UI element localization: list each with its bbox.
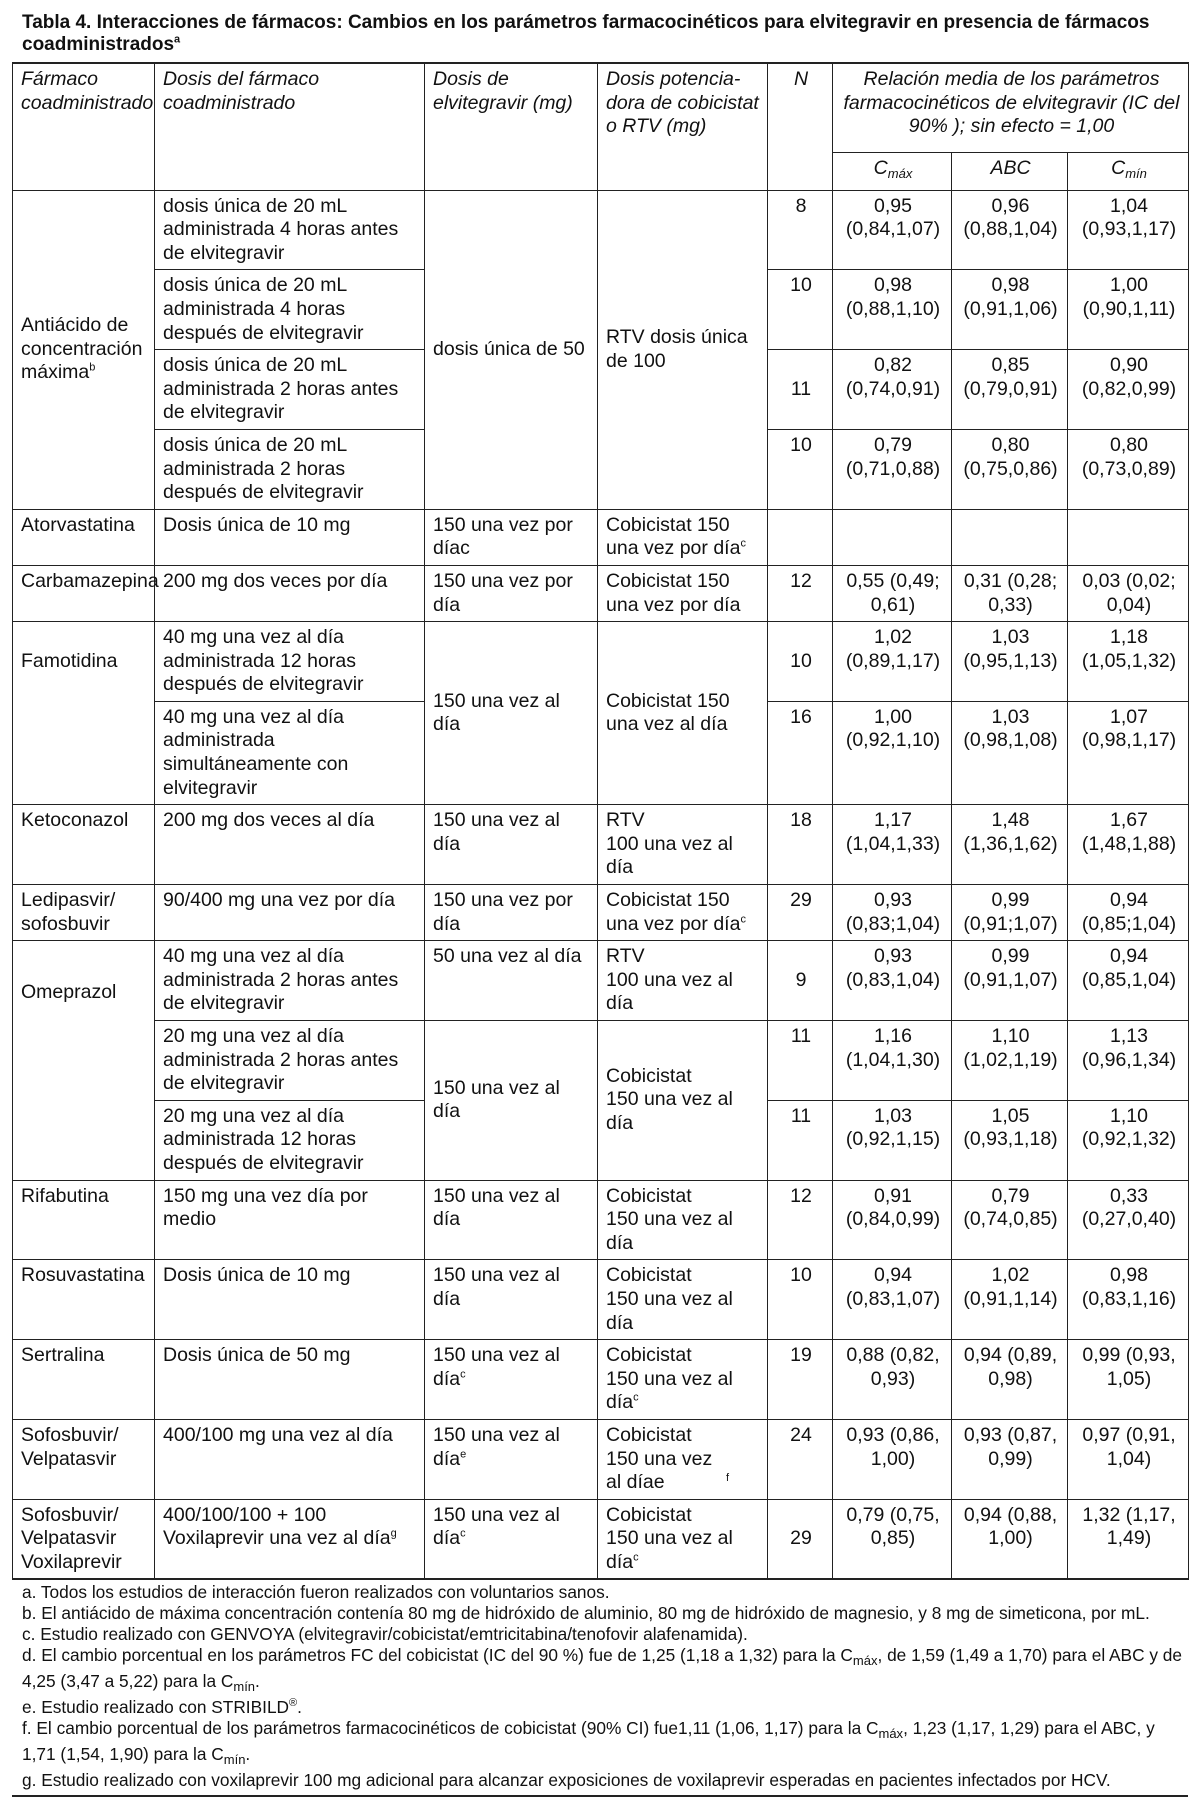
abc-cell: 0,98 (0,91,1,06) <box>952 270 1068 350</box>
caption-text: Tabla 4. Interacciones de fármacos: Cambios en los parámetros farmacocinéticos para elvitegravir en presencia de fármacos coadministrados <box>22 12 1150 55</box>
cmin-cell: 0,98 (0,83,1,16) <box>1068 1260 1189 1340</box>
n-cell: 12 <box>768 565 833 621</box>
elv-text: 150 una vez al día <box>433 1423 560 1470</box>
n-cell: 10 <box>768 270 833 350</box>
booster-dose-cell <box>598 1499 768 1579</box>
dose-cell: 400/100 mg una vez al día <box>155 1419 425 1499</box>
cmax-cell <box>833 509 952 565</box>
abc-cell: 0,94 (0,88, 1,00) <box>952 1499 1068 1579</box>
booster-text: RTV <box>606 945 645 968</box>
drug-antiacido <box>13 190 155 509</box>
cmax-cell: 0,93 (0,86, 1,00) <box>833 1419 952 1499</box>
booster-text-line2: 100 una vez al día <box>606 968 733 1015</box>
footnote-marker: c <box>633 1391 639 1404</box>
footnote-f <box>22 1718 1188 1770</box>
n-cell: 8 <box>768 190 833 270</box>
footnote-f-part3: . <box>245 1744 251 1765</box>
footnote-marker: b <box>89 361 96 374</box>
footnotes <box>12 1580 1188 1791</box>
dose-cell: 40 mg una vez al día administrada 12 horas después de elvitegravir <box>155 622 425 702</box>
cmax-cell: 0,93 (0,83;1,04) <box>833 885 952 941</box>
booster-dose-cell <box>598 509 768 565</box>
footnote-marker: c <box>740 913 746 926</box>
booster-dose-cell <box>598 1419 768 1499</box>
header-cmax <box>833 153 952 191</box>
footnote-d <box>22 1645 1188 1697</box>
abc-cell: 0,93 (0,87, 0,99) <box>952 1419 1068 1499</box>
cmin-cell: 0,99 (0,93, 1,05) <box>1068 1340 1189 1420</box>
footnote-marker: g <box>390 1527 397 1540</box>
header-cmax-base: C <box>873 157 888 179</box>
table-row <box>13 1499 1189 1579</box>
cmin-cell: 0,94 (0,85;1,04) <box>1068 885 1189 941</box>
cmax-cell: 1,17 (1,04,1,33) <box>833 805 952 885</box>
booster-text-line2: 150 una vez al día <box>606 1527 733 1573</box>
n-cell: 9 <box>768 941 833 1021</box>
booster-dose-cell <box>598 1340 768 1420</box>
footnote-marker: c <box>460 1368 466 1381</box>
dose-cell <box>155 1499 425 1579</box>
booster-text-line2: 150 una vez al díae <box>606 1447 713 1494</box>
footnote-d-part3: . <box>255 1671 260 1692</box>
footnote-marker: e <box>460 1448 467 1460</box>
booster-text: Cobicistat <box>606 1184 692 1207</box>
dose-cell: 40 mg una vez al día administrada 2 horas antes de elvitegravir <box>155 941 425 1021</box>
cmin-cell: 0,80 (0,73,0,89) <box>1068 429 1189 509</box>
cmin-cell: 0,33 (0,27,0,40) <box>1068 1180 1189 1260</box>
footnote-marker: c <box>460 1527 466 1540</box>
booster-dose-cell <box>598 805 768 885</box>
booster-text: Cobicistat 150 una vez por día <box>606 513 741 560</box>
booster-text: Cobicistat <box>606 1264 692 1287</box>
table-row <box>13 1340 1189 1420</box>
n-cell: 10 <box>768 429 833 509</box>
drug-ketoconazol: Ketoconazol <box>13 805 155 885</box>
footnote-b: b. El antiácido de máxima concentración contenía 80 mg de hidróxido de aluminio, 80 mg de hidróxido de magnesio, y 8 mg de simeticona, por mL. <box>22 1603 1150 1624</box>
elv-dose-cell: 150 una vez por díac <box>425 509 598 565</box>
abc-cell: 0,99 (0,91,1,07) <box>952 941 1068 1021</box>
header-n: N <box>768 63 833 190</box>
n-cell: 29 <box>768 1499 833 1579</box>
elv-dose-cell: 150 una vez al día <box>425 622 598 805</box>
elv-dose-cell: 150 una vez al día <box>425 805 598 885</box>
drug-sofosbuvir-velpatasvir-voxilaprevir: Sofosbuvir/ Velpatasvir Voxilaprevir <box>13 1499 155 1579</box>
n-cell: 11 <box>768 1021 833 1101</box>
cmin-cell: 1,07 (0,98,1,17) <box>1068 701 1189 804</box>
elv-dose-cell <box>425 1499 598 1579</box>
n-cell: 29 <box>768 885 833 941</box>
booster-text: Cobicistat 150 una vez por día <box>606 889 741 935</box>
booster-dose-cell: RTV dosis única de 100 <box>598 190 768 509</box>
booster-dose-cell <box>598 885 768 941</box>
booster-text-line2: 150 una vez al día <box>606 1287 733 1334</box>
elv-dose-cell: 150 una vez por día <box>425 565 598 621</box>
header-relacion: Relación media de los parámetros farmacocinéticos de elvitegravir (IC del 90% ); sin efecto = 1,00 <box>833 63 1189 153</box>
footnote-marker: c <box>740 537 746 550</box>
dose-cell: 150 mg una vez día por medio <box>155 1180 425 1260</box>
booster-dose-cell <box>598 1021 768 1181</box>
drug-sertralina: Sertralina <box>13 1340 155 1420</box>
cmax-cell: 0,95 (0,84,1,07) <box>833 190 952 270</box>
cmin-cell <box>1068 509 1189 565</box>
booster-text: Cobicistat <box>606 1344 692 1367</box>
elv-dose-cell: 50 una vez al día <box>425 941 598 1021</box>
header-abc: ABC <box>952 153 1068 191</box>
footnote-f-sub1: máx <box>878 1726 904 1742</box>
header-dosis-elvitegravir: Dosis de elvitegravir (mg) <box>425 63 598 190</box>
table-row <box>13 941 1189 1021</box>
n-cell: 11 <box>768 1100 833 1180</box>
elv-dose-cell: dosis única de 50 <box>425 190 598 509</box>
table-row <box>13 1021 1189 1101</box>
table-row <box>13 805 1189 885</box>
elv-dose-cell <box>425 1419 598 1499</box>
elv-dose-cell <box>425 1340 598 1420</box>
dose-text: 400/100/100 + 100 Voxilaprevir una vez al día <box>163 1503 391 1550</box>
n-cell: 18 <box>768 805 833 885</box>
booster-text-line2: 150 una vez al día <box>606 1208 733 1254</box>
footnote-e-end: . <box>297 1697 302 1718</box>
n-cell: 10 <box>768 1260 833 1340</box>
drug-sofosbuvir-velpatasvir: Sofosbuvir/ Velpatasvir <box>13 1419 155 1499</box>
header-dosis-potenciadora: Dosis potencia-dora de cobicistat o RTV (mg) <box>598 63 768 190</box>
cmin-cell: 1,18 (1,05,1,32) <box>1068 622 1189 702</box>
table-row <box>13 509 1189 565</box>
dose-cell: 200 mg dos veces por día <box>155 565 425 621</box>
header-farmaco: Fármaco coadministrado <box>13 63 155 190</box>
abc-cell: 1,03 (0,98,1,08) <box>952 701 1068 804</box>
booster-dose-cell <box>598 1260 768 1340</box>
booster-dose-cell: Cobicistat 150 una vez por día <box>598 565 768 621</box>
booster-text: RTV <box>606 809 645 832</box>
cmax-cell: 0,79 (0,75, 0,85) <box>833 1499 952 1579</box>
cmin-cell: 1,13 (0,96,1,34) <box>1068 1021 1189 1101</box>
table-row <box>13 1260 1189 1340</box>
elv-text: 150 una vez al día <box>433 1344 560 1390</box>
dose-cell: Dosis única de 10 mg <box>155 1260 425 1340</box>
cmin-cell: 0,90 (0,82,0,99) <box>1068 350 1189 430</box>
cmax-cell: 0,88 (0,82, 0,93) <box>833 1340 952 1420</box>
interaction-table <box>12 62 1189 1580</box>
footnote-c: c. Estudio realizado con GENVOYA (elvitegravir/cobicistat/emtricitabina/tenofovir alafenamida). <box>22 1624 748 1645</box>
n-cell: 19 <box>768 1340 833 1420</box>
dose-cell: Dosis única de 50 mg <box>155 1340 425 1420</box>
abc-cell: 0,79 (0,74,0,85) <box>952 1180 1068 1260</box>
abc-cell: 1,10 (1,02,1,19) <box>952 1021 1068 1101</box>
caption-footnote-marker: a <box>174 33 181 46</box>
dose-cell: dosis única de 20 mL administrada 4 horas después de elvitegravir <box>155 270 425 350</box>
cmax-cell: 0,55 (0,49; 0,61) <box>833 565 952 621</box>
footnote-marker: c <box>633 1551 639 1564</box>
table-caption <box>12 12 1188 62</box>
n-cell <box>768 509 833 565</box>
elv-dose-cell: 150 una vez por día <box>425 885 598 941</box>
abc-cell <box>952 509 1068 565</box>
dose-cell: 90/400 mg una vez por día <box>155 885 425 941</box>
n-cell: 12 <box>768 1180 833 1260</box>
abc-cell: 0,94 (0,89, 0,98) <box>952 1340 1068 1420</box>
abc-cell: 1,48 (1,36,1,62) <box>952 805 1068 885</box>
cmin-cell: 1,00 (0,90,1,11) <box>1068 270 1189 350</box>
dose-cell: 40 mg una vez al día administrada simultáneamente con elvitegravir <box>155 701 425 804</box>
cmin-cell: 0,97 (0,91, 1,04) <box>1068 1419 1189 1499</box>
dose-cell: 200 mg dos veces al día <box>155 805 425 885</box>
cmin-cell: 1,10 (0,92,1,32) <box>1068 1100 1189 1180</box>
cmin-cell: 0,03 (0,02; 0,04) <box>1068 565 1189 621</box>
drug-carbamazepina <box>13 565 159 621</box>
drug-name: Carbamazepina <box>21 569 159 592</box>
elv-dose-cell: 150 una vez al día <box>425 1180 598 1260</box>
booster-text-line2: 100 una vez al día <box>606 832 733 879</box>
abc-cell: 0,96 (0,88,1,04) <box>952 190 1068 270</box>
booster-text-line2: 150 una vez al día <box>606 1088 733 1135</box>
booster-dose-cell <box>598 1180 768 1260</box>
abc-cell: 0,85 (0,79,0,91) <box>952 350 1068 430</box>
footnote-a: a. Todos los estudios de interacción fueron realizados con voluntarios sanos. <box>22 1582 610 1603</box>
drug-atorvastatina: Atorvastatina <box>13 509 155 565</box>
header-cmin <box>1068 153 1189 191</box>
header-cmax-sub: máx <box>887 166 913 181</box>
table-row <box>13 885 1189 941</box>
abc-cell: 0,31 (0,28; 0,33) <box>952 565 1068 621</box>
table-row <box>13 190 1189 270</box>
footnote-f-sub2: mín <box>223 1752 246 1768</box>
header-cmin-sub: mín <box>1125 166 1147 181</box>
drug-ledipasvir: Ledipasvir/ sofosbuvir <box>13 885 155 941</box>
drug-omeprazol: Omeprazol <box>13 941 155 1180</box>
cmax-cell: 1,16 (1,04,1,30) <box>833 1021 952 1101</box>
n-cell: 16 <box>768 701 833 804</box>
abc-cell: 1,03 (0,95,1,13) <box>952 622 1068 702</box>
booster-dose-cell: Cobicistat 150 una vez al día <box>598 622 768 805</box>
drug-rifabutina: Rifabutina <box>13 1180 155 1260</box>
cmax-cell: 0,93 (0,83,1,04) <box>833 941 952 1021</box>
dose-cell: dosis única de 20 mL administrada 2 horas después de elvitegravir <box>155 429 425 509</box>
n-cell: 11 <box>768 350 833 430</box>
elv-dose-cell: 150 una vez al día <box>425 1021 598 1181</box>
abc-cell: 1,02 (0,91,1,14) <box>952 1260 1068 1340</box>
header-row <box>13 63 1189 153</box>
footnote-d-part1: d. El cambio porcentual en los parámetros FC del cobicistat (IC del 90 %) fue de 1,25 (1,18 a 1,32) para la C <box>22 1645 853 1666</box>
table-row <box>13 565 1189 621</box>
drug-famotidina: Famotidina <box>13 622 155 805</box>
cmax-cell: 1,00 (0,92,1,10) <box>833 701 952 804</box>
cmax-cell: 1,02 (0,89,1,17) <box>833 622 952 702</box>
footnote-f-part2: , 1,23 (1,17, 1,29) para el ABC, y 1,71 (1,54, 1,90) para la C <box>22 1718 1155 1765</box>
footnote-e-text: e. Estudio realizado con STRIBILD <box>22 1697 290 1718</box>
cmax-cell: 0,98 (0,88,1,10) <box>833 270 952 350</box>
cmax-cell: 1,03 (0,92,1,15) <box>833 1100 952 1180</box>
drug-name: Antiácido de concentración máxima <box>21 314 143 384</box>
footnote-d-part2: , de 1,59 (1,49 a 1,70) para el ABC y de 4,25 (3,47 a 5,22) para la C <box>22 1645 1183 1692</box>
table-row <box>13 622 1189 702</box>
elv-text: 150 una vez al día <box>433 1503 560 1550</box>
abc-cell: 0,80 (0,75,0,86) <box>952 429 1068 509</box>
registered-mark: ® <box>289 1697 298 1710</box>
cmax-cell: 0,91 (0,84,0,99) <box>833 1180 952 1260</box>
cmin-cell: 1,32 (1,17, 1,49) <box>1068 1499 1189 1579</box>
footnote-e <box>22 1697 1188 1718</box>
table-row <box>13 1419 1189 1499</box>
n-cell: 10 <box>768 622 833 702</box>
dose-cell: dosis única de 20 mL administrada 2 horas antes de elvitegravir <box>155 350 425 430</box>
drug-rosuvastatina: Rosuvastatina <box>13 1260 155 1340</box>
cmin-cell: 0,94 (0,85,1,04) <box>1068 941 1189 1021</box>
elv-dose-cell: 150 una vez al día <box>425 1260 598 1340</box>
dose-cell: Dosis única de 10 mg <box>155 509 425 565</box>
dose-cell: 20 mg una vez al día administrada 12 horas después de elvitegravir <box>155 1100 425 1180</box>
footnote-d-sub2: mín <box>233 1679 256 1695</box>
cmax-cell: 0,94 (0,83,1,07) <box>833 1260 952 1340</box>
abc-cell: 1,05 (0,93,1,18) <box>952 1100 1068 1180</box>
booster-dose-cell <box>598 941 768 1021</box>
footnote-marker: f <box>726 1471 730 1484</box>
booster-text: Cobicistat <box>606 1064 692 1087</box>
dose-cell: 20 mg una vez al día administrada 2 horas antes de elvitegravir <box>155 1021 425 1101</box>
booster-text-line2: 150 una vez al día <box>606 1367 733 1414</box>
footnote-g: g. Estudio realizado con voxilaprevir 100 mg adicional para alcanzar exposiciones de voxilaprevir esperadas en pacientes infectados por HCV. <box>22 1770 1111 1791</box>
abc-cell: 0,99 (0,91;1,07) <box>952 885 1068 941</box>
header-dosis-farmaco: Dosis del fármaco coadministrado <box>155 63 425 190</box>
cmin-cell: 1,67 (1,48,1,88) <box>1068 805 1189 885</box>
footnote-d-sub1: máx <box>852 1653 878 1669</box>
header-cmin-base: C <box>1111 157 1126 179</box>
cmax-cell: 0,79 (0,71,0,88) <box>833 429 952 509</box>
booster-text: Cobicistat <box>606 1423 692 1446</box>
n-cell: 24 <box>768 1419 833 1499</box>
footnote-f-part1: f. El cambio porcentual de los parámetros farmacocinéticos de cobicistat (90% CI) fue1,11 (1,06, 1,17) para la C <box>22 1718 879 1739</box>
table-row <box>13 1180 1189 1260</box>
cmin-cell: 1,04 (0,93,1,17) <box>1068 190 1189 270</box>
document-page <box>12 0 1188 1797</box>
booster-text: Cobicistat <box>606 1503 692 1526</box>
cmax-cell: 0,82 (0,74,0,91) <box>833 350 952 430</box>
dose-cell: dosis única de 20 mL administrada 4 horas antes de elvitegravir <box>155 190 425 270</box>
